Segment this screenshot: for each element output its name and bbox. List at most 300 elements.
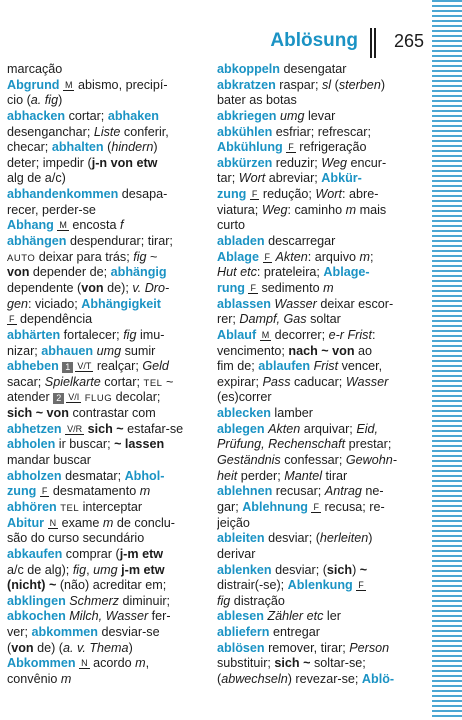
dictionary-line [217, 469, 417, 485]
dictionary-line [217, 281, 417, 297]
dictionary-line [7, 109, 207, 125]
definition-text: ) [128, 640, 133, 655]
grammar-marker: V/T [77, 361, 92, 372]
definition-text: expirar; [217, 374, 263, 389]
dictionary-line [7, 578, 207, 594]
definition-text: ( [331, 77, 339, 92]
definition-text: desviar-se [98, 625, 160, 640]
definition-text: a/c de alg); [7, 562, 73, 577]
definition-text: desviar; ( [264, 531, 320, 546]
definition-text: sumir [121, 343, 156, 358]
definition-text: checar; [7, 140, 52, 155]
grammar-marker: N [49, 517, 57, 528]
definition-text: ( [103, 140, 112, 155]
dictionary-line [7, 422, 207, 438]
definition-text: (não) acreditar em; [56, 578, 167, 593]
phrase: von [81, 280, 104, 295]
context-note: Frist [313, 359, 339, 374]
definition-text: atender [7, 390, 54, 405]
context-note: Gewohn- [345, 453, 397, 468]
dictionary-line [217, 516, 417, 532]
context-note: Weg [261, 202, 288, 217]
dictionary-line [7, 390, 207, 406]
dictionary-line [217, 156, 417, 172]
definition-text: depender de; [29, 265, 111, 280]
definition-text: refrigeração [295, 140, 367, 155]
definition-text: descarregar [264, 234, 336, 249]
definition-text: encur- [346, 155, 387, 170]
dictionary-line [217, 171, 417, 187]
definition-text: ) [58, 93, 63, 108]
phrase: von [11, 640, 34, 655]
definition-text: ( [217, 671, 222, 686]
headword: abladen [217, 234, 265, 249]
dictionary-line [217, 265, 417, 281]
headword: abkaufen [7, 546, 63, 561]
dictionary-line [7, 516, 207, 532]
dictionary-line [7, 437, 207, 453]
dictionary-line [7, 203, 207, 219]
definition-text: redução; [259, 187, 316, 202]
dictionary-line [7, 328, 207, 344]
headword: Ablehnung [242, 499, 308, 514]
definition-text: deixar para trás; [35, 249, 134, 264]
dictionary-line [217, 563, 417, 579]
dictionary-line [217, 203, 417, 219]
definition-text: cortar; [65, 108, 108, 123]
dictionary-line [217, 375, 417, 391]
context-note: Wasser [345, 374, 389, 389]
dictionary-line [7, 344, 207, 360]
headword: Abitur [7, 515, 45, 530]
dictionary-line [7, 265, 207, 281]
context-note: Liste [93, 124, 121, 139]
phrase: j-m etw [119, 546, 164, 561]
right-column [217, 62, 417, 688]
headword: abhängen [7, 234, 67, 249]
headword: abkochen [7, 609, 66, 624]
phrase: (nicht) ~ [7, 578, 57, 593]
definition-text: fer- [148, 609, 171, 624]
definition-text: ao [354, 343, 373, 358]
dictionary-line [217, 62, 417, 78]
definition-text: cortar; [100, 374, 144, 389]
definition-text: : caminho [287, 202, 346, 217]
definition-text: deixar escor- [316, 296, 394, 311]
definition-text: desengatar [279, 62, 347, 76]
headword: abhärten [7, 327, 61, 342]
grammar-marker: N [81, 658, 88, 669]
context-note: m [345, 202, 357, 217]
context-note: hindern [111, 140, 154, 155]
definition-text: desviar; ( [271, 562, 327, 577]
definition-text: decorrer; [271, 327, 329, 342]
dictionary-line [7, 140, 207, 156]
left-column [7, 62, 207, 688]
dictionary-line [7, 625, 207, 641]
dictionary-line [217, 609, 417, 625]
context-note: m [323, 280, 334, 295]
definition-text: derivar [217, 546, 256, 561]
grammar-marker: V/R [67, 423, 83, 434]
definition-text: recusar; [272, 484, 325, 499]
definition-text: desmatar; [61, 468, 125, 483]
headword: abkühlen [217, 124, 273, 139]
headword: ablösen [217, 640, 265, 655]
phrase: sich ~ [87, 421, 124, 436]
context-note: umg [93, 562, 118, 577]
dictionary-line [217, 531, 417, 547]
grammar-marker: M [64, 79, 73, 90]
dictionary-line [217, 437, 417, 453]
phrase: nach ~ von [288, 343, 355, 358]
phrase: sich [326, 562, 353, 577]
grammar-marker: F [41, 486, 48, 497]
headword: abhauen [41, 343, 94, 358]
headword: Ablage- [323, 265, 370, 280]
dictionary-line [7, 375, 207, 391]
context-note: f [119, 218, 124, 233]
context-note: Wasser [274, 296, 317, 311]
definition-text: convênio [7, 671, 61, 686]
headword: abkoppeln [217, 62, 280, 76]
definition-text: exame [58, 515, 103, 530]
dictionary-line [217, 140, 417, 156]
definition-text: gar; [217, 499, 243, 514]
definition-text: comprar ( [62, 546, 120, 561]
page-number: 265 [393, 31, 424, 51]
context-note: fig [133, 249, 147, 264]
definition-text: diminuir; [118, 593, 171, 608]
context-note: Zähler etc [267, 609, 324, 624]
phrase: von [7, 265, 30, 280]
context-note: m [135, 656, 146, 671]
definition-text: imu- [136, 327, 165, 342]
definition-text: ~ [162, 374, 174, 389]
definition-text: abreviar; [265, 171, 322, 186]
context-note: Wort [238, 171, 266, 186]
definition-text: tar; [217, 171, 239, 186]
dictionary-line [217, 125, 417, 141]
headword: abhacken [7, 108, 66, 123]
domain-label: TEL [60, 502, 80, 514]
context-note: gen [7, 296, 29, 311]
definition-text: acordo [89, 656, 136, 671]
context-note: v. Dro- [132, 280, 170, 295]
dictionary-line [7, 78, 207, 94]
headword: ableiten [217, 531, 265, 546]
headword: abkürzen [217, 155, 273, 170]
definition-text: realçar; [93, 359, 143, 374]
definition-text: de) ( [33, 640, 63, 655]
dictionary-line [7, 218, 207, 234]
headword: Abkommen [7, 656, 76, 671]
headword: ablesen [217, 609, 264, 624]
definition-text: ler [323, 609, 341, 624]
definition-text: ) [380, 77, 386, 92]
headword: abhören [7, 499, 57, 514]
grammar-marker: F [313, 501, 319, 512]
sense-number: 2 [53, 393, 64, 404]
context-note: Eid, [356, 421, 379, 436]
dictionary-line [7, 641, 207, 657]
dictionary-line [217, 218, 417, 234]
definition-text: perder; [237, 468, 285, 483]
context-note: Hut etc [217, 265, 257, 280]
dictionary-line [7, 359, 207, 375]
domain-label: TEL [143, 377, 163, 389]
dictionary-line [217, 406, 417, 422]
context-note: Geständnis [217, 453, 281, 468]
definition-text: , [86, 562, 94, 577]
dictionary-line [217, 672, 417, 688]
definition-text: ver; [7, 625, 32, 640]
context-note: fig [123, 327, 137, 342]
definition-text: vencimento; [217, 343, 289, 358]
grammar-marker: F [250, 282, 256, 293]
headword: Abhängigkeit [81, 296, 161, 311]
dictionary-line [217, 500, 417, 516]
definition-text: prestar; [345, 437, 392, 452]
headword: Ablenkung [287, 578, 353, 593]
dictionary-line [217, 109, 417, 125]
definition-text: ne- [361, 484, 384, 499]
grammar-marker: F [288, 142, 294, 153]
definition-text: interceptar [79, 499, 143, 514]
grammar-marker: F [251, 189, 258, 200]
grammar-marker: M [59, 220, 67, 231]
definition-text: mandar buscar [7, 453, 91, 468]
grammar-marker: F [264, 251, 270, 262]
dictionary-line [7, 656, 207, 672]
dictionary-line [217, 93, 417, 109]
grammar-marker: V/I [68, 392, 80, 403]
dictionary-line [217, 297, 417, 313]
domain-label: AUTO [7, 252, 36, 264]
definition-text: lamber [270, 406, 313, 421]
dictionary-line [7, 547, 207, 563]
dictionary-line [7, 125, 207, 141]
dictionary-line [217, 250, 417, 266]
definition-text: encosta [68, 218, 120, 233]
dictionary-line [217, 390, 417, 406]
headword: Abhang [7, 218, 54, 233]
headword: Ablö- [361, 671, 395, 686]
definition-text: estafar-se [123, 421, 184, 436]
headword: Abkür- [321, 171, 362, 186]
dictionary-line [7, 609, 207, 625]
headword: abholzen [7, 468, 62, 483]
headword: abliefern [217, 625, 270, 640]
definition-text: de); [103, 280, 133, 295]
definition-text: fim de; [217, 359, 259, 374]
definition-text: ) [368, 531, 373, 546]
definition-text: distrair(-se); [217, 578, 288, 593]
definition-text: jeição [217, 515, 250, 530]
dictionary-line [217, 312, 417, 328]
grammar-marker: F [358, 580, 364, 591]
headword: abkriegen [217, 108, 277, 123]
dictionary-line [7, 93, 207, 109]
context-note: Dampf, Gas [239, 312, 307, 327]
definition-text: reduzir; [272, 155, 322, 170]
dictionary-line [217, 641, 417, 657]
dictionary-line [7, 469, 207, 485]
context-note: a. v. Thema [63, 640, 129, 655]
definition-text: deter; impedir ( [7, 155, 92, 170]
context-note: Akten [268, 421, 301, 436]
headword: ablassen [217, 296, 271, 311]
domain-label: FLUG [84, 393, 113, 405]
dictionary-line [217, 484, 417, 500]
grammar-marker: F [9, 314, 15, 325]
headword: abhaken [107, 108, 159, 123]
context-note: m [139, 484, 151, 499]
context-note: Weg [321, 155, 347, 170]
dictionary-line [7, 406, 207, 422]
context-note: Pass [262, 374, 291, 389]
dictionary-line [217, 422, 417, 438]
definition-text: soltar [306, 312, 341, 327]
page-header [0, 26, 432, 60]
definition-text: dependente ( [7, 280, 82, 295]
definition-text: tirar [322, 468, 348, 483]
sense-number: 1 [62, 362, 73, 373]
definition-text: bater as botas [217, 93, 297, 108]
definition-text: esfriar; refrescar; [272, 124, 371, 139]
phrase: ~ [359, 562, 368, 577]
context-note: Akten [275, 249, 308, 264]
definition-text: são do curso secundário [7, 531, 145, 546]
definition-text: soltar-se; [310, 656, 366, 671]
definition-text: ) revezar-se; [287, 671, 362, 686]
headword: rung [217, 280, 245, 295]
definition-text: desenganchar; [7, 124, 94, 139]
phrase: sich ~ [274, 656, 311, 671]
context-note: fig [217, 593, 231, 608]
dictionary-line [217, 547, 417, 563]
definition-text: abismo, precipí- [74, 77, 168, 92]
definition-text: sedimento [257, 280, 324, 295]
dictionary-line [217, 594, 417, 610]
headword: abheben [7, 359, 59, 374]
context-note: Geld [142, 359, 169, 374]
definition-text: ~ [146, 249, 158, 264]
dictionary-line [217, 453, 417, 469]
headword: ablehnen [217, 484, 273, 499]
definition-text: arquivar; [300, 421, 357, 436]
headword: ablecken [217, 406, 271, 421]
dictionary-line [7, 500, 207, 516]
headword: abhängig [110, 265, 167, 280]
definition-text: sacar; [7, 374, 45, 389]
definition-text: viatura; [217, 202, 262, 217]
dictionary-line [217, 344, 417, 360]
context-note: umg [96, 343, 122, 358]
definition-text: , [145, 656, 150, 671]
context-note: Schmerz [69, 593, 119, 608]
definition-text: mais [356, 202, 387, 217]
definition-text: confessar; [280, 453, 346, 468]
headword: abkratzen [217, 77, 276, 92]
context-note: a. fig [30, 93, 59, 108]
dictionary-line [7, 531, 207, 547]
dictionary-line [7, 156, 207, 172]
definition-text: desmatamento [49, 484, 140, 499]
definition-text: : arquivo [307, 249, 360, 264]
phrase: sich ~ von [7, 406, 69, 421]
dictionary-line [7, 594, 207, 610]
context-note: m [60, 671, 72, 686]
dictionary-line [217, 578, 417, 594]
definition-text: recusa; re- [320, 499, 385, 514]
context-note: Antrag [324, 484, 362, 499]
headword: abhalten [51, 140, 104, 155]
definition-text: rer; [217, 312, 240, 327]
header-divider [374, 28, 376, 58]
headword: Abkühlung [217, 140, 283, 155]
headword: Abgrund [7, 77, 60, 92]
definition-text: ir buscar; [55, 437, 115, 452]
definition-text: desapa- [118, 187, 168, 202]
dictionary-line [7, 563, 207, 579]
thumb-index-stripe [432, 0, 462, 720]
definition-text: : [371, 327, 376, 342]
definition-text: raspar; [275, 77, 322, 92]
dictionary-line [7, 234, 207, 250]
headword: Abhol- [124, 468, 165, 483]
definition-text: fortalecer; [60, 327, 124, 342]
dictionary-line [217, 328, 417, 344]
dictionary-line [217, 234, 417, 250]
definition-text: substituir; [217, 656, 275, 671]
dictionary-line [7, 672, 207, 688]
definition-text: ( [7, 640, 12, 655]
definition-text: distração [230, 593, 285, 608]
headword: ablaufen [258, 359, 311, 374]
definition-text: recer, perder-se [7, 202, 96, 217]
definition-text: contrastar com [68, 406, 156, 421]
headword: ablenken [217, 562, 272, 577]
headword: Ablage [217, 249, 259, 264]
context-note: heit [217, 468, 238, 483]
dictionary-line [7, 312, 207, 328]
context-note: m [102, 515, 114, 530]
dictionary-line [7, 62, 207, 78]
definition-text: (es)correr [217, 390, 272, 405]
dictionary-line [7, 297, 207, 313]
headword: zung [7, 484, 37, 499]
context-note: Spielkarte [44, 374, 101, 389]
definition-text: ) [153, 140, 158, 155]
dictionary-line [7, 171, 207, 187]
headword: Ablauf [217, 327, 257, 342]
context-note: sterben [338, 77, 381, 92]
headword: abhetzen [7, 421, 62, 436]
headword: abklingen [7, 593, 66, 608]
definition-text: : viciado; [28, 296, 82, 311]
context-note: m [359, 249, 371, 264]
guide-word: Ablösung [270, 30, 358, 51]
headword: zung [217, 187, 247, 202]
headword: abhandenkommen [7, 187, 119, 202]
context-note: Wort [315, 187, 342, 202]
definition-text: marcação [7, 62, 63, 76]
dictionary-line [217, 656, 417, 672]
definition-text: alg de a/c) [7, 171, 66, 186]
dictionary-line [217, 78, 417, 94]
definition-text: despendurar; tirar; [66, 234, 173, 249]
